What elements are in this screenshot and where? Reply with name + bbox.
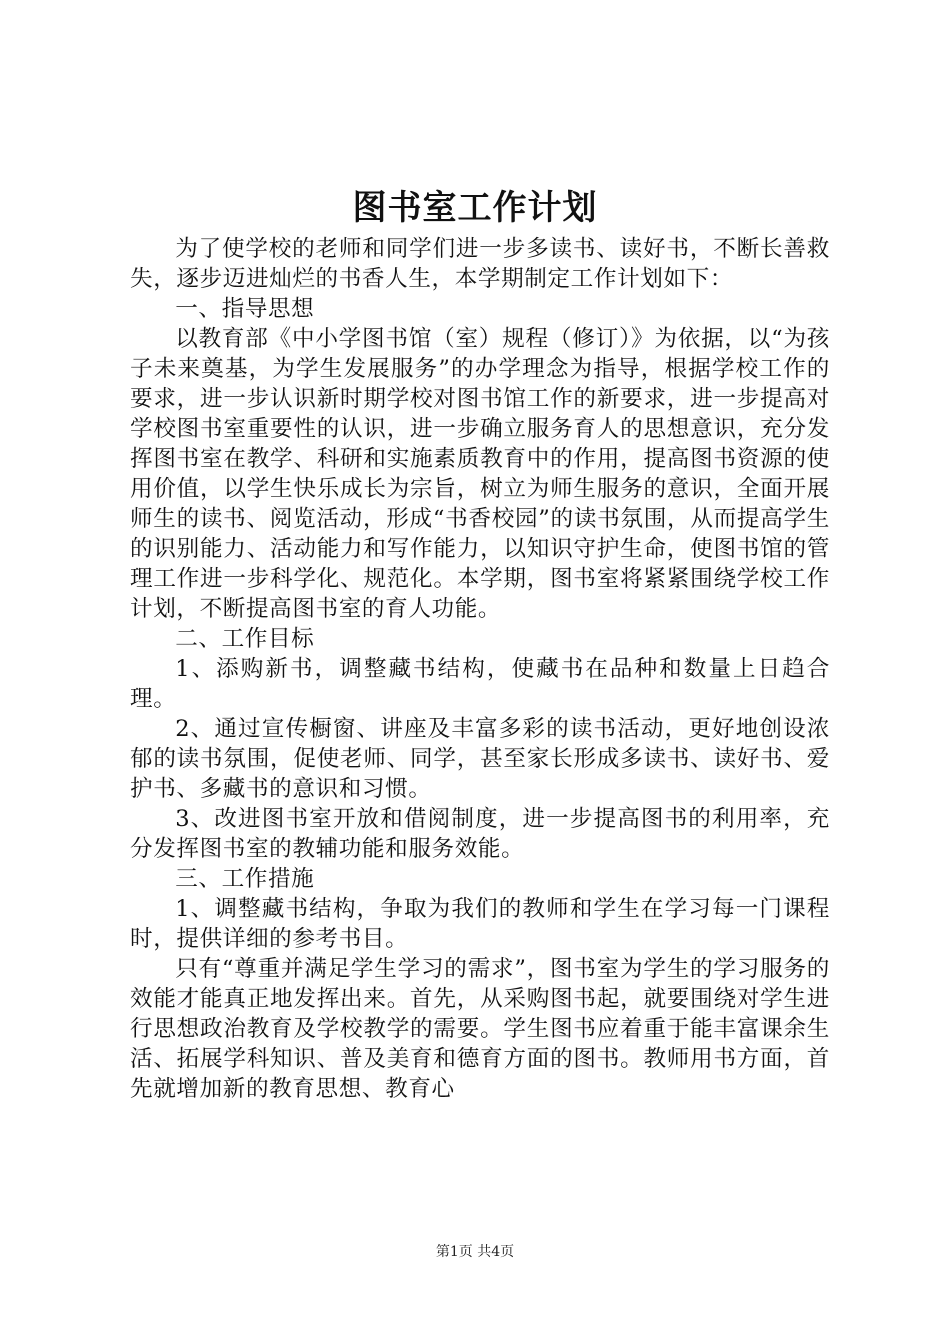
section-heading-work-measures: 三、工作措施 [175,866,315,892]
section-heading-work-goals: 二、工作目标 [175,626,315,652]
goal-item-1: 1、添购新书，调整藏书结构，使藏书在品种和数量上日趋合理。 [130,656,830,712]
document-title: 图书室工作计划 [352,188,598,228]
document-body [130,234,830,1104]
intro-paragraph: 为了使学校的老师和同学们进一步多读书、读好书，不断长善救失，逐步迈进灿烂的书香人生，本学期制定工作计划如下： [130,236,830,292]
section-heading-guiding-thought: 一、指导思想 [175,296,315,322]
goal-item-3: 3、改进图书室开放和借阅制度，进一步提高图书的利用率，充分发挥图书室的教辅功能和服务效能。 [130,806,830,862]
page-footer: 第1页 共4页 [435,1244,515,1260]
measure-item-1: 1、调整藏书结构，争取为我们的教师和学生在学习每一门课程时，提供详细的参考书目。 [130,896,830,952]
goal-item-2: 2、通过宣传橱窗、讲座及丰富多彩的读书活动，更好地创设浓郁的读书氛围，促使老师、同学，甚至家长形成多读书、读好书、爱护书、多藏书的意识和习惯。 [130,716,830,802]
guiding-thought-paragraph: 以教育部《中小学图书馆（室）规程（修订）》为依据，以“为孩子未来奠基，为学生发展服务”的办学理念为指导，根据学校工作的要求，进一步认识新时期学校对图书馆工作的新要求，进一步提高对学校图书室重要性的认识，进一步确立服务育人的思想意识，充分发挥图书室在教学、科研和实施素质教育中的作用，提高图书资源的使用价值，以学生快乐成长为宗旨，树立为师生服务的意识，全面开展师生的读书、阅览活动，形成“书香校园”的读书氛围，从而提高学生的识别能力、活动能力和写作能力，以知识守护生命，使图书馆的管理工作进一步科学化、规范化。本学期，图书室将紧紧围绕学校工作计划，不断提高图书室的育人功能。 [130,326,830,622]
measure-detail-paragraph: 只有“尊重并满足学生学习的需求”，图书室为学生的学习服务的效能才能真正地发挥出来。首先，从采购图书起，就要围绕对学生进行思想政治教育及学校教学的需要。学生图书应着重于能丰富课余生活、拓展学科知识、普及美育和德育方面的图书。教师用书方面，首先就增加新的教育思想、教育心 [130,956,830,1102]
